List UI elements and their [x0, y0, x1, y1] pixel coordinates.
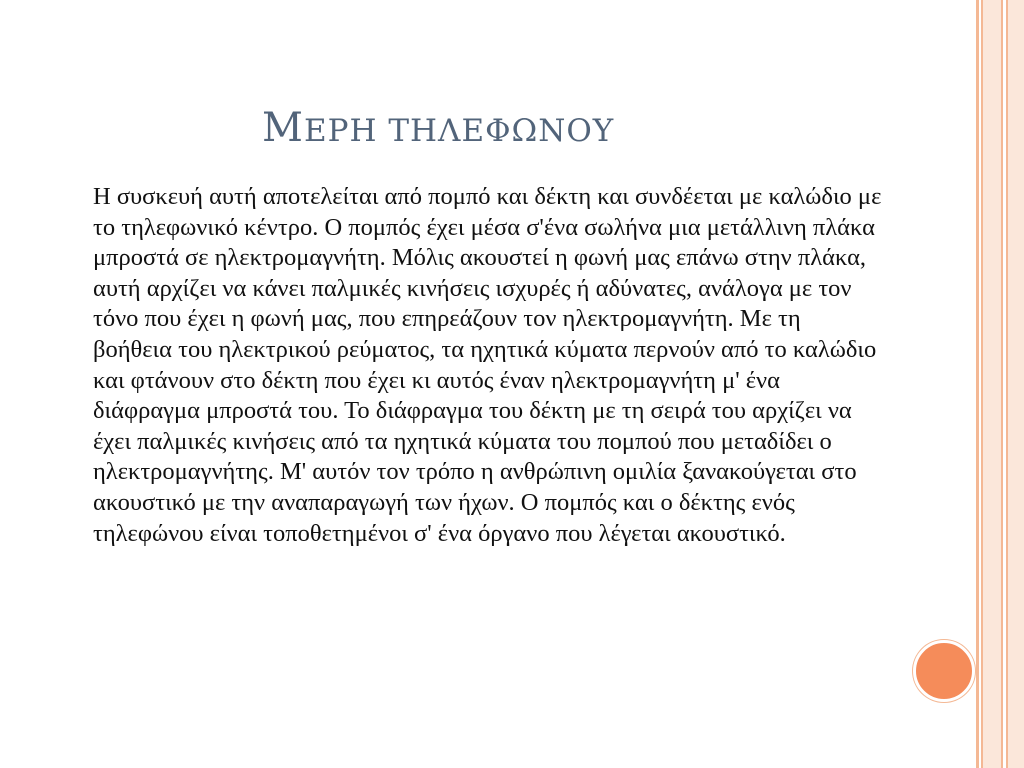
decorative-stripe: [981, 0, 1003, 768]
slide-title-rest: ΕΡΗ ΤΗΛΕΦΩΝΟΥ: [303, 113, 615, 149]
decorative-circle: [913, 640, 975, 702]
decorative-stripe: [1006, 0, 1024, 768]
slide-body-text: Η συσκευή αυτή αποτελείται από πομπό και δέκτη και συνδέεται με καλώδιο με το τηλεφωνικό κέντρο. Ο πομπός έχει μέσα σ'ένα σωλήνα μια μετάλλινη πλάκα μπροστά σε ηλεκτρομαγνήτη. Μόλις ακουστεί η φωνή μας επάνω στην πλάκα, αυτή αρχίζει να κάνει παλμικές κινήσεις ισχυρές ή αδύνατες, ανάλογα με τον τόνο που έχει η φωνή μας, που επηρεάζουν τον ηλεκτρομαγνήτη. Με τη βοήθεια του ηλεκτρικού ρεύματος, τα ηχητικά κύματα περνούν από το καλώδιο και φτάνουν στο δέκτη που έχει κι αυτός έναν ηλεκτρομαγνήτη μ' ένα διάφραγμα μπροστά του. Το διάφραγμα του δέκτη με τη σειρά του αρχίζει να έχει παλμικές κινήσεις από τα ηχητικά κύματα του πομπού που μεταδίδει ο ηλεκτρομαγνήτης. Μ' αυτόν τον τρόπο η ανθρώπινη ομιλία ξανακούγεται στο ακουστικό με την αναπαραγωγή των ήχων. Ο πομπός και ο δέκτης ενός τηλεφώνου είναι τοποθετημένοι σ' ένα όργανο που λέγεται ακουστικό.: [93, 183, 882, 547]
slide-title-initial: Μ: [262, 105, 304, 151]
slide-title: [262, 100, 862, 159]
decorative-stripe: [976, 0, 979, 768]
